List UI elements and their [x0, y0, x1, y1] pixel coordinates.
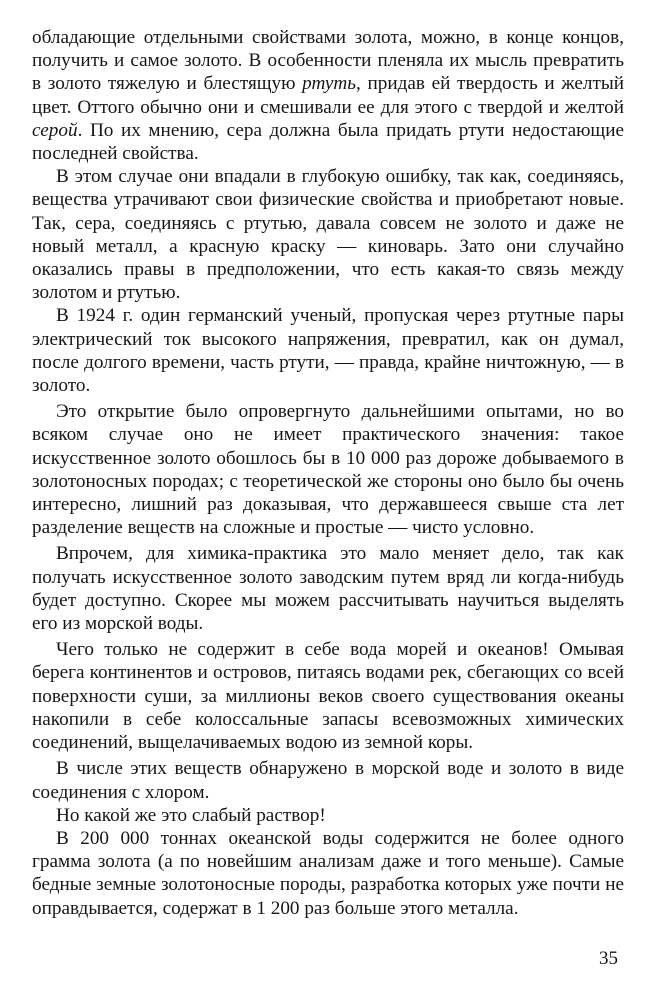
emphasis-sulfur: серой [32, 119, 78, 141]
emphasis-mercury: ртуть [302, 73, 356, 95]
paragraph-1 [32, 26, 624, 165]
paragraph-1-part-1: обладающие отдельными свойствами золота, можно, в конце концов, получить и самое золото. В особенности пленяла их мысль превратить в золото тяжелую и блестящую [32, 27, 624, 95]
paragraph-8: Но какой же это слабый раствор! [56, 804, 326, 826]
paragraph-1-part-3: , придав ей твердость и желтый цвет. Оттого обычно они и смешивали ее для этого с твердой и желтой [32, 73, 624, 118]
paragraph-7: В числе этих веществ обнаружено в морской воде и золото в виде соединения с хлором. [32, 758, 624, 803]
paragraph-2: В этом случае они впадали в глубокую ошибку, так как, соединяясь, вещества утрачивают свои физические свойства и приобретают новые. Так, сера, соединяясь с ртутью, давала совсем не золото и даже не новый металл, а красную краску — киноварь. Зато они случайно оказались правы в предположении, что есть какая-то связь между золотом и ртутью. [32, 166, 624, 304]
paragraph-5: Впрочем, для химика-практика это мало меняет дело, так как получать искусственное золото заводским путем вряд ли когда-нибудь будет доступно. Скорее мы можем рассчитывать научиться выделять его из морской воды. [32, 543, 624, 635]
page-number: 35 [599, 948, 618, 969]
paragraph-9: В 200 000 тоннах океанской воды содержится не более одного грамма золота (а по новейшим анализам даже и того меньше). Самые бедные земные золотоносные породы, разработка которых уже почти не оправдывается, содержат в 1 200 раз больше этого металла. [32, 827, 624, 919]
paragraph-4: Это открытие было опровергнуто дальнейшими опытами, но во всяком случае оно не имеет практического значения: такое искусственное золото обошлось бы в 10 000 раз дороже добываемого в золотоносных породах; с теоретической же стороны оно было бы очень интересно, лишний раз доказывая, что державшееся свыше ста лет разделение веществ на сложные и простые — чисто условно. [32, 401, 624, 539]
page-text [32, 26, 624, 920]
paragraph-3: В 1924 г. один германский ученый, пропуская через ртутные пары электрический ток высокого напряжения, превратил, как он думал, после долгого времени, часть ртути, — правда, крайне ничтожную, — в золото. [32, 305, 624, 397]
paragraph-1-part-5: . По их мнению, сера должна была придать ртути недостающие последней свойства. [32, 119, 624, 165]
paragraph-6: Чего только не содержит в себе вода морей и океанов! Омывая берега континентов и островов, питаясь водами рек, сбегающих со всей поверхности суши, за миллионы веков своего существования океаны накопили в себе колоссальные запасы всевозможных химических соединений, выщелачиваемых водою из земной коры. [32, 639, 624, 754]
